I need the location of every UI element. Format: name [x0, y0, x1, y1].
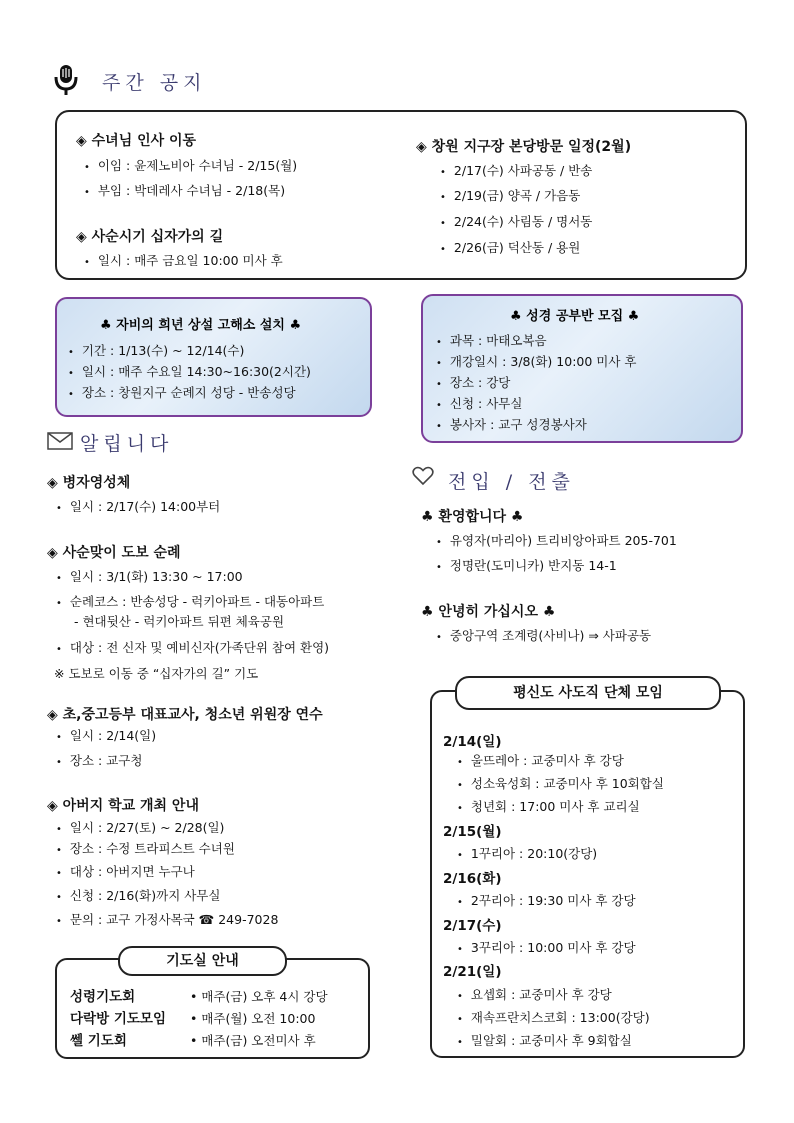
laity-date: 2/16(화)	[443, 871, 502, 887]
list-item-continued: - 현대뒷산 - 럭키아파트 뒤편 체육공원	[74, 614, 285, 629]
list-item: • 장소 : 창원지구 순례지 성당 - 반송성당	[68, 385, 296, 403]
prayer-time: • 매주(금) 오후 4시 강당	[190, 989, 328, 1004]
list-item: • 봉사자 : 교구 성경봉사자	[436, 417, 587, 435]
prayer-name: 쎌 기도회	[70, 1033, 127, 1049]
list-item: • 요셉회 : 교중미사 후 강당	[457, 987, 612, 1005]
list-item: • 중앙구역 조계령(사비나) ⇒ 사파공동	[436, 628, 651, 646]
list-item: • 2/19(금) 양곡 / 가음동	[440, 188, 580, 206]
welcome-heading: ♣ 환영합니다 ♣	[421, 509, 524, 525]
list-item: • 장소 : 강당	[436, 375, 510, 393]
prayer-name: 성령기도회	[70, 989, 136, 1005]
moving-title: 전입 / 전출	[448, 471, 575, 493]
sick-heading: ◈ 병자영성체	[47, 475, 131, 491]
prayer-name: 다락방 기도모임	[70, 1011, 166, 1027]
stations-heading: ◈ 사순시기 십자가의 길	[76, 229, 224, 245]
list-item: • 일시 : 매주 수요일 14:30~16:30(2시간)	[68, 364, 311, 382]
heart-icon	[412, 466, 434, 490]
prayer-time: • 매주(월) 오전 10:00	[190, 1011, 316, 1026]
list-item: • 밀알회 : 교중미사 후 9회합실	[457, 1033, 632, 1051]
notice-title: 알립니다	[80, 433, 174, 455]
list-item: • 일시 : 2/27(토) ~ 2/28(일)	[56, 820, 224, 838]
transfer-heading: ◈ 수녀님 인사 이동	[76, 133, 197, 149]
envelope-icon	[47, 431, 73, 455]
list-item: • 일시 : 2/14(일)	[56, 728, 156, 746]
pilgrimage-heading: ◈ 사순맞이 도보 순례	[47, 545, 181, 561]
prayer-room-title: 기도실 안내	[118, 946, 287, 976]
laity-date: 2/15(월)	[443, 824, 502, 840]
laity-title: 평신도 사도직 단체 모임	[455, 676, 721, 710]
list-item: • 2꾸리아 : 19:30 미사 후 강당	[457, 893, 636, 911]
father-school-heading: ◈ 아버지 학교 개최 안내	[47, 798, 199, 814]
weekly-title: 주간 공지	[102, 72, 207, 94]
list-item: • 순례코스 : 반송성당 - 럭키아파트 - 대동아파트	[56, 594, 324, 612]
list-item: • 2/26(금) 덕산동 / 용원	[440, 240, 580, 258]
list-item: • 부임 : 박데레사 수녀님 - 2/18(목)	[84, 183, 285, 201]
list-item: • 장소 : 교구청	[56, 753, 142, 771]
list-item: • 1꾸리아 : 20:10(강당)	[457, 846, 597, 864]
list-item: • 2/24(수) 사림동 / 명서동	[440, 214, 592, 232]
list-item: • 장소 : 수정 트라피스트 수녀원	[56, 841, 235, 859]
list-item: • 대상 : 아버지면 누구나	[56, 864, 195, 882]
visit-heading: ◈ 창원 지구장 본당방문 일정(2월)	[416, 139, 632, 155]
list-item: • 이임 : 윤제노비아 수녀님 - 2/15(월)	[84, 158, 297, 176]
list-item: • 청년회 : 17:00 미사 후 교리실	[457, 799, 640, 817]
list-item: • 일시 : 3/1(화) 13:30 ~ 17:00	[56, 569, 243, 587]
list-item: • 재속프란치스코회 : 13:00(강당)	[457, 1010, 650, 1028]
teachers-heading: ◈ 초,중고등부 대표교사, 청소년 위원장 연수	[47, 707, 323, 723]
laity-date: 2/17(수)	[443, 918, 502, 934]
list-item: • 2/17(수) 사파공동 / 반송	[440, 163, 592, 181]
list-item: • 과목 : 마태오복음	[436, 333, 547, 351]
farewell-heading: ♣ 안녕히 가십시오 ♣	[421, 604, 556, 620]
microphone-icon	[53, 63, 79, 101]
pilgrimage-note: ※ 도보로 이동 중 “십자가의 길” 기도	[54, 666, 259, 681]
laity-date: 2/14(일)	[443, 734, 502, 750]
list-item: • 유영자(마리아) 트리비앙아파트 205-701	[436, 533, 677, 551]
list-item: • 신청 : 2/16(화)까지 사무실	[56, 888, 220, 906]
list-item: • 기간 : 1/13(수) ~ 12/14(수)	[68, 343, 244, 361]
list-item: • 성소육성회 : 교중미사 후 10회합실	[457, 776, 664, 794]
list-item: • 개강일시 : 3/8(화) 10:00 미사 후	[436, 354, 636, 372]
list-item: • 울뜨레아 : 교중미사 후 강당	[457, 753, 624, 771]
laity-date: 2/21(일)	[443, 964, 502, 980]
confession-title: ♣ 자비의 희년 상설 고해소 설치 ♣	[100, 318, 302, 333]
list-item: • 정명란(도미니카) 반지동 14-1	[436, 558, 617, 576]
list-item: • 대상 : 전 신자 및 예비신자(가족단위 참여 환영)	[56, 640, 329, 658]
list-item: • 문의 : 교구 가정사목국 ☎ 249-7028	[56, 912, 278, 930]
list-item: • 3꾸리아 : 10:00 미사 후 강당	[457, 940, 636, 958]
bible-study-title: ♣ 성경 공부반 모집 ♣	[510, 309, 640, 324]
list-item: • 신청 : 사무실	[436, 396, 522, 414]
list-item: • 일시 : 매주 금요일 10:00 미사 후	[84, 253, 283, 271]
prayer-time: • 매주(금) 오전미사 후	[190, 1033, 316, 1048]
list-item: • 일시 : 2/17(수) 14:00부터	[56, 499, 220, 517]
